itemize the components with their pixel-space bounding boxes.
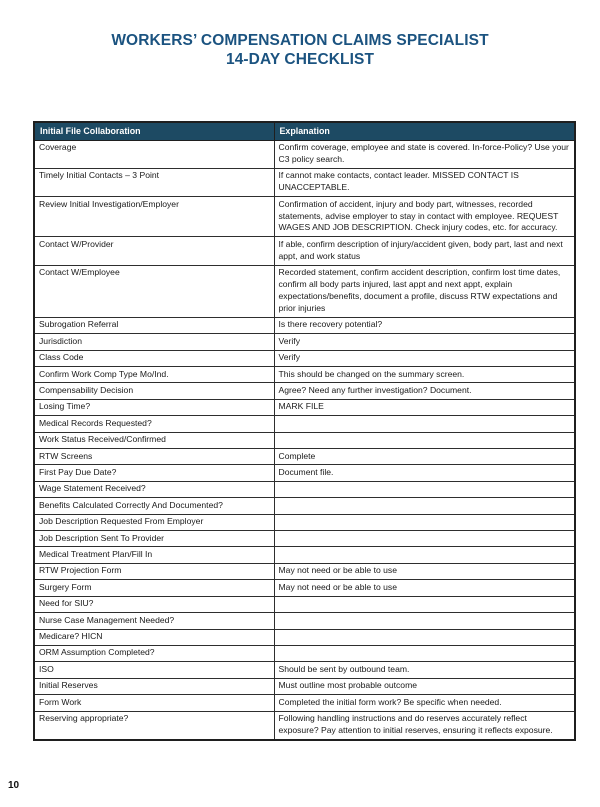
checklist-item-cell: Benefits Calculated Correctly And Documented? <box>34 498 274 514</box>
checklist-item-cell: Subrogation Referral <box>34 317 274 333</box>
table-header-row <box>34 122 575 140</box>
table-body <box>34 140 575 740</box>
explanation-cell <box>274 547 575 563</box>
table-row <box>34 498 575 514</box>
table-row <box>34 334 575 350</box>
explanation-cell: Completed the initial form work? Be specific when needed. <box>274 695 575 711</box>
checklist-item-cell: Need for SIU? <box>34 596 274 612</box>
explanation-cell <box>274 432 575 448</box>
explanation-cell <box>274 531 575 547</box>
column-header-initial-file-collaboration: Initial File Collaboration <box>34 122 274 140</box>
checklist-item-cell: First Pay Due Date? <box>34 465 274 481</box>
checklist-item-cell: Coverage <box>34 140 274 168</box>
table-row <box>34 265 575 317</box>
explanation-cell <box>274 498 575 514</box>
table-row <box>34 197 575 237</box>
table-row <box>34 465 575 481</box>
page-title-line2: 14-DAY CHECKLIST <box>225 51 375 68</box>
table-row <box>34 580 575 596</box>
table-row <box>34 596 575 612</box>
checklist-item-cell: Initial Reserves <box>34 678 274 694</box>
checklist-item-cell: Job Description Sent To Provider <box>34 531 274 547</box>
explanation-cell <box>274 481 575 497</box>
explanation-cell: Document file. <box>274 465 575 481</box>
explanation-cell: This should be changed on the summary screen. <box>274 367 575 383</box>
checklist-table <box>33 121 576 741</box>
checklist-item-cell: ISO <box>34 662 274 678</box>
checklist-item-cell: Medical Treatment Plan/Fill In <box>34 547 274 563</box>
table-row <box>34 317 575 333</box>
table-row <box>34 481 575 497</box>
table-row <box>34 695 575 711</box>
table-row <box>34 399 575 415</box>
checklist-item-cell: Medical Records Requested? <box>34 416 274 432</box>
explanation-cell: Confirmation of accident, injury and body part, witnesses, recorded statements, advise employer to stay in contact with employee. REQUEST WAGES AND JOB DESCRIPTION. Check injury codes, etc. for accuracy. <box>274 197 575 237</box>
explanation-cell: If able, confirm description of injury/accident given, body part, last and next appt, and work status <box>274 237 575 265</box>
table-row <box>34 432 575 448</box>
checklist-item-cell: Form Work <box>34 695 274 711</box>
checklist-item-cell: Nurse Case Management Needed? <box>34 613 274 629</box>
explanation-cell <box>274 613 575 629</box>
table-row <box>34 367 575 383</box>
table-row <box>34 449 575 465</box>
explanation-cell: Should be sent by outbound team. <box>274 662 575 678</box>
checklist-item-cell: Confirm Work Comp Type Mo/Ind. <box>34 367 274 383</box>
table-row <box>34 645 575 661</box>
explanation-cell: Recorded statement, confirm accident description, confirm lost time dates, confirm all body parts injured, last appt and next appt, explain expectations/benefits, document a profile, discuss RTW expectations and prior injuries <box>274 265 575 317</box>
table-row <box>34 613 575 629</box>
explanation-cell: Agree? Need any further investigation? Document. <box>274 383 575 399</box>
checklist-item-cell: Work Status Received/Confirmed <box>34 432 274 448</box>
table-row <box>34 678 575 694</box>
explanation-cell: If cannot make contacts, contact leader. MISSED CONTACT IS UNACCEPTABLE. <box>274 168 575 196</box>
checklist-item-cell: RTW Projection Form <box>34 563 274 579</box>
explanation-cell: Confirm coverage, employee and state is covered. In-force-Policy? Use your C3 policy search. <box>274 140 575 168</box>
table-row <box>34 168 575 196</box>
checklist-item-cell: Timely Initial Contacts – 3 Point <box>34 168 274 196</box>
explanation-cell: Is there recovery potential? <box>274 317 575 333</box>
checklist-item-cell: Contact W/Employee <box>34 265 274 317</box>
checklist-item-cell: Medicare? HICN <box>34 629 274 645</box>
column-header-explanation: Explanation <box>274 122 575 140</box>
table-row <box>34 350 575 366</box>
table-row <box>34 383 575 399</box>
table-row <box>34 140 575 168</box>
page-title <box>0 31 600 69</box>
explanation-cell: May not need or be able to use <box>274 580 575 596</box>
explanation-cell <box>274 416 575 432</box>
checklist-item-cell: Wage Statement Received? <box>34 481 274 497</box>
checklist-item-cell: Job Description Requested From Employer <box>34 514 274 530</box>
explanation-cell <box>274 514 575 530</box>
explanation-cell <box>274 596 575 612</box>
explanation-cell: Verify <box>274 350 575 366</box>
explanation-cell: Following handling instructions and do reserves accurately reflect exposure? Pay attention to initial reserves, ensuring it reflects exposure. <box>274 711 575 740</box>
table-row <box>34 662 575 678</box>
checklist-item-cell: Review Initial Investigation/Employer <box>34 197 274 237</box>
table-row <box>34 416 575 432</box>
checklist-table-container <box>33 121 574 741</box>
table-row <box>34 563 575 579</box>
checklist-item-cell: Surgery Form <box>34 580 274 596</box>
checklist-item-cell: Contact W/Provider <box>34 237 274 265</box>
checklist-item-cell: RTW Screens <box>34 449 274 465</box>
page-number: 10 <box>8 780 20 791</box>
explanation-cell: May not need or be able to use <box>274 563 575 579</box>
explanation-cell: MARK FILE <box>274 399 575 415</box>
table-row <box>34 547 575 563</box>
page-title-line1: WORKERS’ COMPENSATION CLAIMS SPECIALIST <box>111 32 489 49</box>
checklist-item-cell: Compensability Decision <box>34 383 274 399</box>
table-row <box>34 629 575 645</box>
table-row <box>34 514 575 530</box>
checklist-item-cell: Jurisdiction <box>34 334 274 350</box>
explanation-cell <box>274 645 575 661</box>
table-row <box>34 711 575 740</box>
explanation-cell <box>274 629 575 645</box>
checklist-item-cell: Reserving appropriate? <box>34 711 274 740</box>
table-row <box>34 237 575 265</box>
checklist-item-cell: Losing Time? <box>34 399 274 415</box>
checklist-item-cell: ORM Assumption Completed? <box>34 645 274 661</box>
explanation-cell: Complete <box>274 449 575 465</box>
explanation-cell: Verify <box>274 334 575 350</box>
checklist-item-cell: Class Code <box>34 350 274 366</box>
explanation-cell: Must outline most probable outcome <box>274 678 575 694</box>
table-row <box>34 531 575 547</box>
